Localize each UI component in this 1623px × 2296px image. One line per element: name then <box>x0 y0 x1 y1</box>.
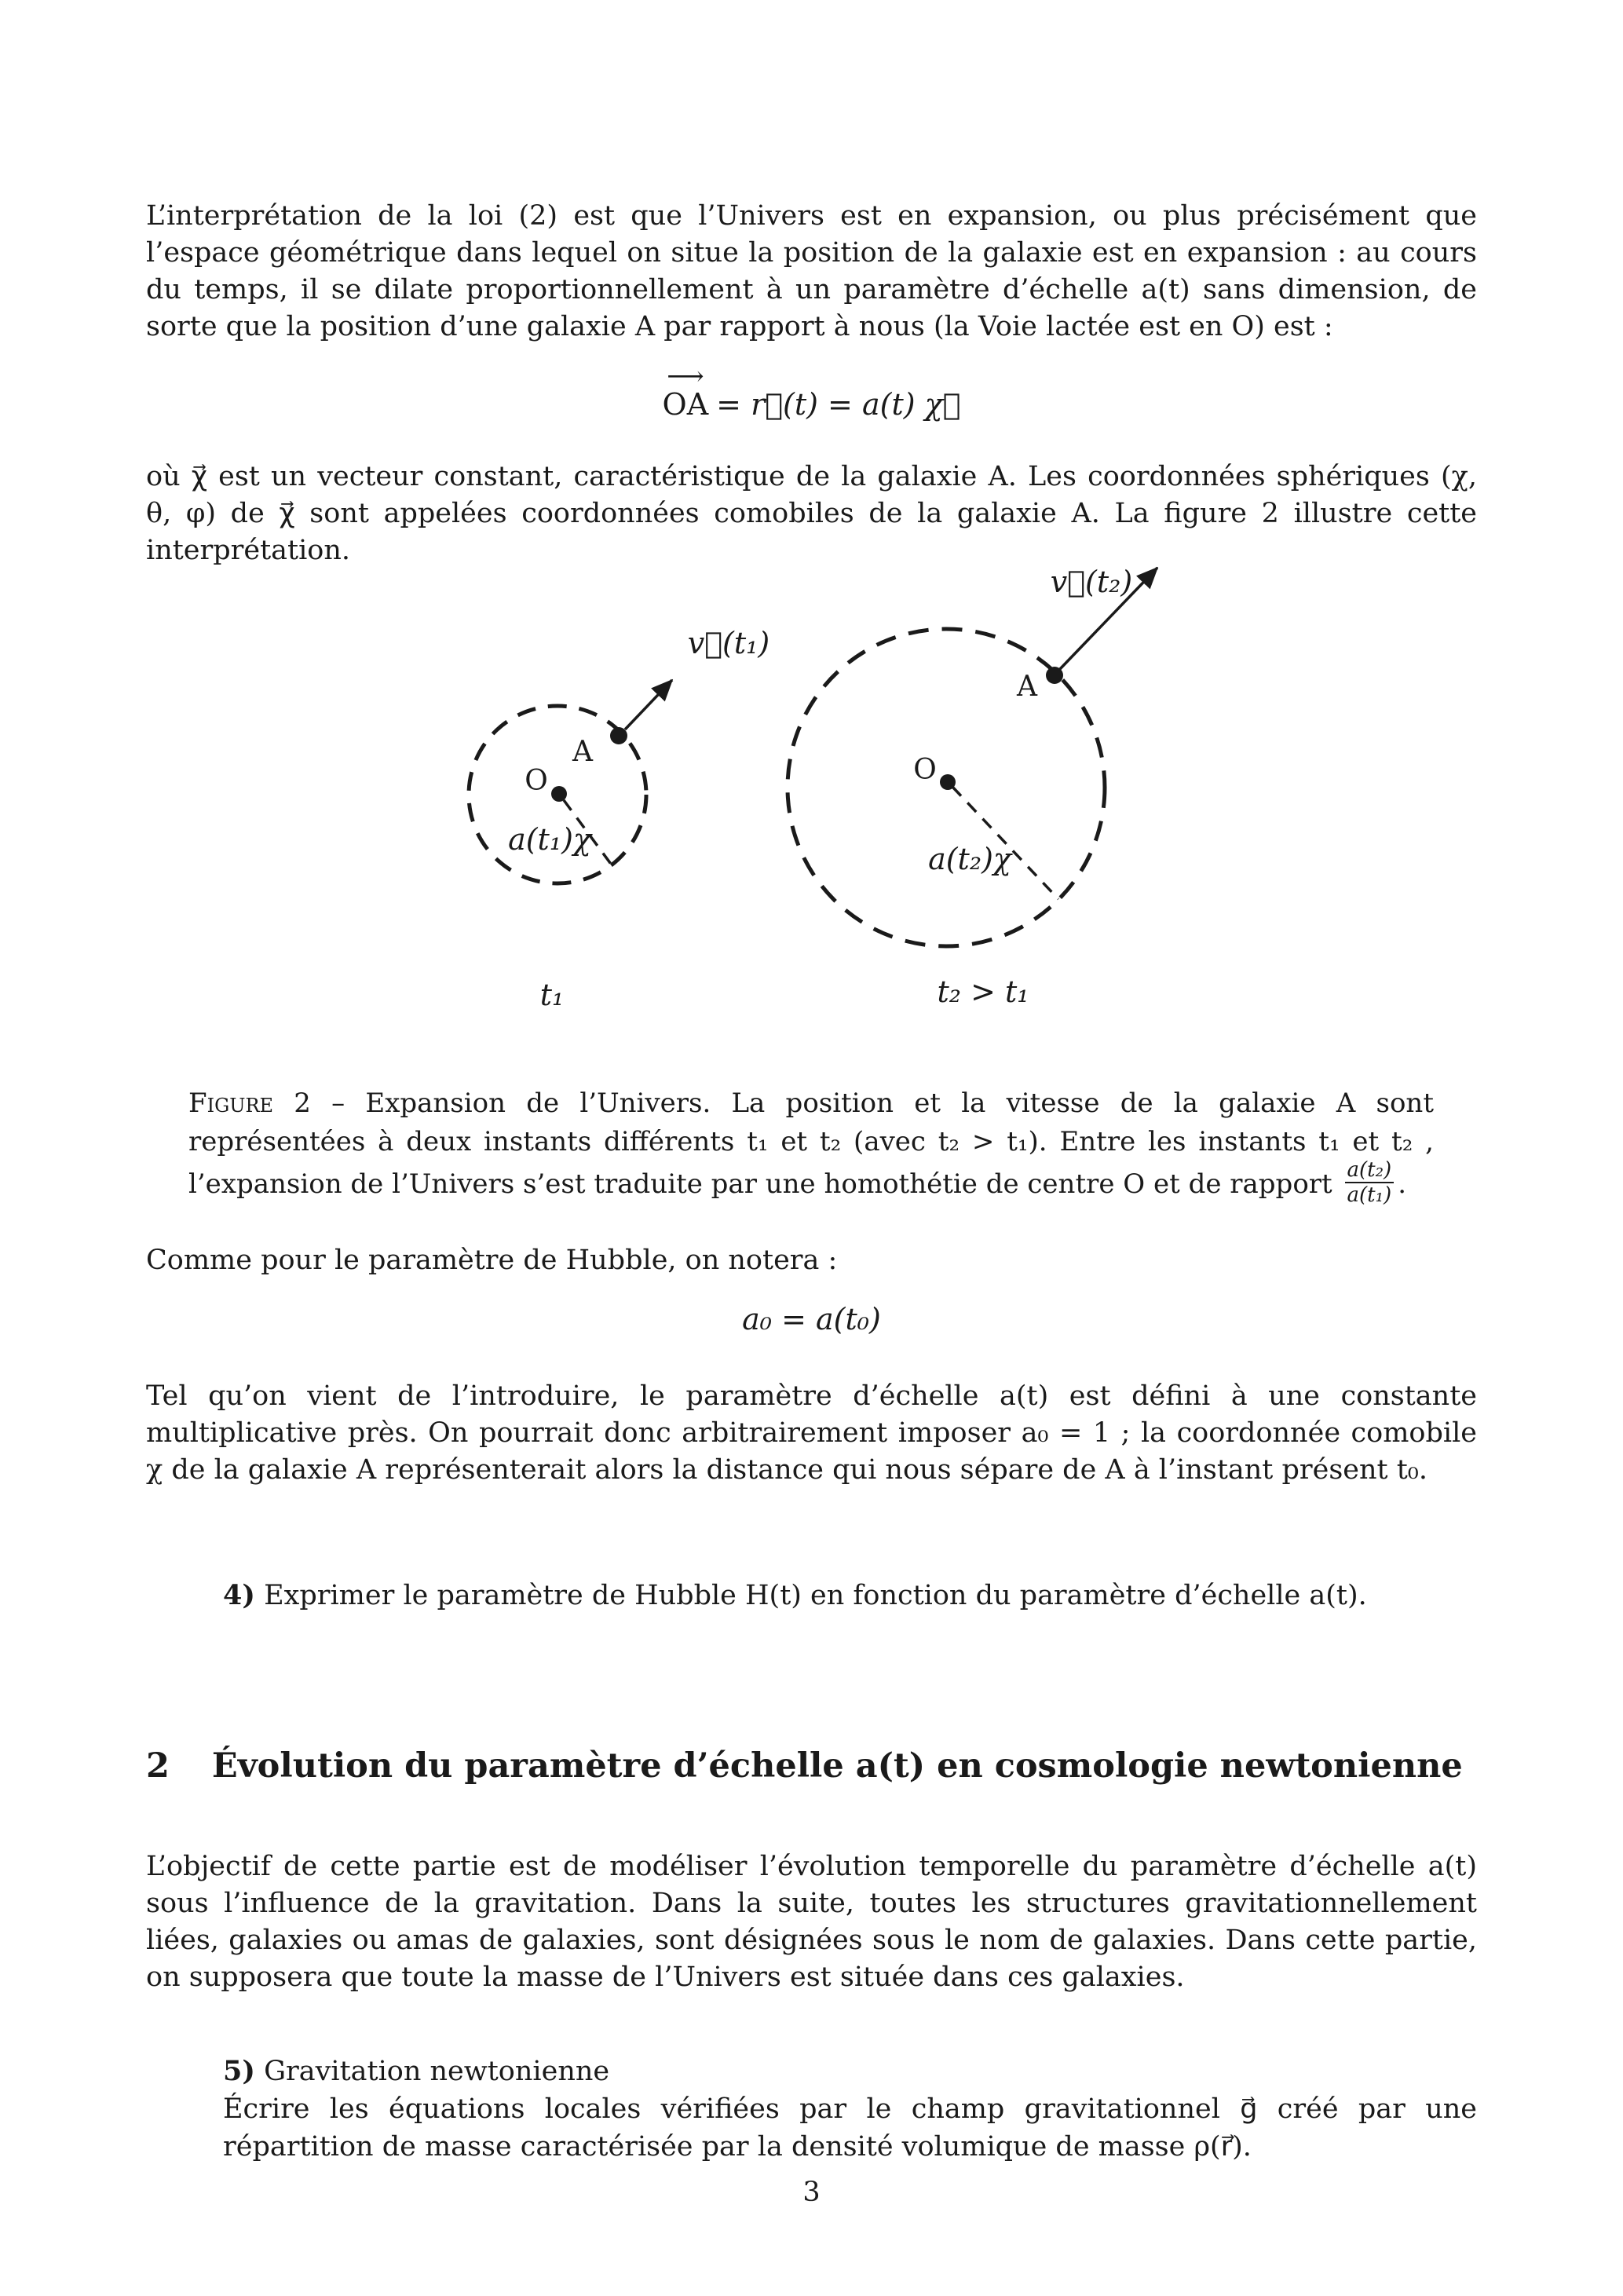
fraction-denominator: a(t₁) <box>1347 1183 1392 1207</box>
figure-caption <box>188 1084 1434 1210</box>
question-5-title: Gravitation newtonienne <box>264 2056 610 2087</box>
figure-expansion-univers <box>0 542 1623 1029</box>
equation-a0: a₀ = a(t₀) <box>742 1302 881 1336</box>
section-number: 2 <box>146 1746 170 1786</box>
question-4 <box>223 1577 1477 1614</box>
galaxy-label-t2: A <box>1017 671 1037 703</box>
question-5 <box>223 2053 1477 2166</box>
galaxy-label-t1: A <box>572 736 593 768</box>
origin-label-t2: O <box>913 754 937 786</box>
paragraph-objectif: L’objectif de cette partie est de modéliser l’évolution temporelle du paramètre d’échelle a(t) sous l’influence de la gravitation. Dans la suite, toutes les structures gravitationnellement liées, galaxies ou amas de galaxies, sont désignées sous le nom de galaxies. Dans cette partie, on supposera que toute la masse de l’Univers est située dans ces galaxies. <box>146 1851 1477 1993</box>
paragraph-comobile: où χ⃗ est un vecteur constant, caractéristique de la galaxie A. Les coordonnées sphériques (χ, θ, φ) de χ⃗ sont appelées coordonnées comobiles de la galaxie A. La figure 2 illustre cette interprétation. <box>146 461 1477 566</box>
velocity-arrow-t1 <box>625 680 672 729</box>
origin-dot-t1 <box>551 786 567 802</box>
paragraph-constante: Tel qu’on vient de l’introduire, le paramètre d’échelle a(t) est défini à une constante multiplicative près. On pourrait donc arbitrairement imposer a₀ = 1 ; la coordonnée comobile χ de la galaxie A représenterait alors la distance qui nous sépare de A à l’instant présent t₀. <box>146 1380 1477 1486</box>
figure-caption-text: Expansion de l’Univers. La position et la vitesse de la galaxie A sont représentées à deux instants différents t₁ et t₂ (avec t₂ > t₁). Entre les instants t₁ et t₂ , l’expansion de l’Univers s’est traduite par une homothétie de centre O et de rapport <box>188 1088 1434 1200</box>
figure-caption-period: . <box>1398 1168 1406 1200</box>
oa-vector-stack <box>662 360 709 422</box>
origin-label-t1: O <box>525 765 548 797</box>
galaxy-dot-t1 <box>610 727 627 744</box>
page-number: 3 <box>802 2177 821 2208</box>
section-title: Évolution du paramètre d’échelle a(t) en cosmologie newtonienne <box>211 1746 1463 1786</box>
equation-position-rhs: = r⃗(t) = a(t) χ⃗ <box>716 387 961 422</box>
paragraph-interpretation: L’interprétation de la loi (2) est que l’Univers est en expansion, ou plus précisément que l’espace géométrique dans lequel on situe la position de la galaxie est en expansion : au cours du temps, il se dilate proportionnellement à un paramètre d’échelle a(t) sans dimension, de sorte que la position d’une galaxie A par rapport à nous (la Voie lactée est en O) est : <box>146 200 1477 342</box>
question-5-text: Écrire les équations locales vérifiées par le champ gravitationnel g⃗ créé par une répartition de masse caractérisée par la densité volumique de masse ρ(r⃗). <box>223 2093 1477 2163</box>
velocity-label-t2: v⃗(t₂) <box>1050 565 1133 599</box>
question-5-label: 5) <box>223 2055 255 2087</box>
figure-caption-label: Figure 2 <box>188 1088 311 1119</box>
question-5-heading <box>223 2053 1477 2090</box>
question-4-label: 4) <box>223 1579 255 1611</box>
radius-label-t1: a(t₁)χ <box>508 822 591 857</box>
oa-base-text: OA <box>662 387 709 422</box>
fraction-numerator: a(t₂) <box>1345 1158 1395 1183</box>
radius-label-t2: a(t₂)χ <box>928 842 1011 876</box>
over-right-arrow: ⟶ <box>667 360 704 391</box>
time-label-t2: t₂ > t₁ <box>937 974 1029 1009</box>
velocity-label-t1: v⃗(t₁) <box>687 626 770 660</box>
equation-position <box>146 360 1477 422</box>
time-label-t1: t₁ <box>539 978 565 1012</box>
section-heading <box>146 1746 1477 1786</box>
figure-caption-dash: – <box>310 1088 366 1119</box>
question-4-text: Exprimer le paramètre de Hubble H(t) en fonction du paramètre d’échelle a(t). <box>264 1580 1367 1611</box>
paragraph-notation: Comme pour le paramètre de Hubble, on notera : <box>146 1245 838 1276</box>
scale-ratio-fraction <box>1345 1158 1395 1207</box>
